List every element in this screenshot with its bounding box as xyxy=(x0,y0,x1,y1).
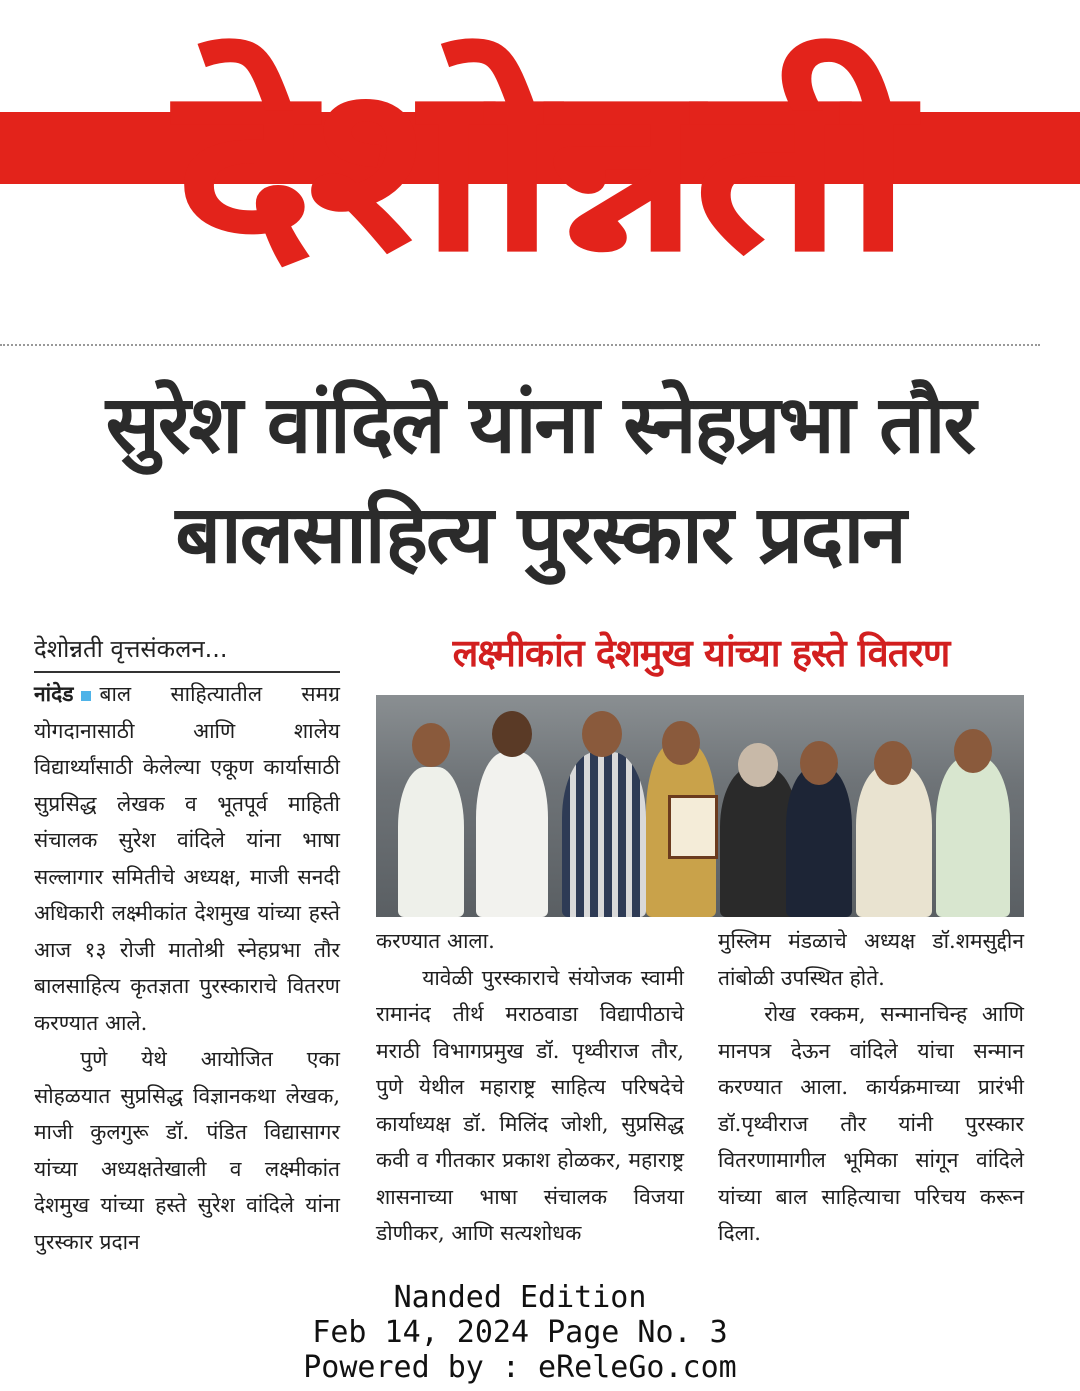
subheadline: लक्ष्मीकांत देशमुख यांच्या हस्ते वितरण xyxy=(452,631,950,675)
photo-person xyxy=(936,757,1010,917)
headline-line-2: बालसाहित्य पुरस्कार प्रदान xyxy=(175,488,905,581)
photo-person xyxy=(398,767,464,917)
newspaper-logo: देशोन्नती xyxy=(174,36,906,303)
footer-powered-by[interactable]: Powered by : eReleGo.com xyxy=(303,1350,737,1385)
article-column-2 xyxy=(376,923,684,1252)
square-bullet-icon xyxy=(81,691,91,701)
masthead xyxy=(0,0,1080,340)
article-paragraph: करण्यात आला. xyxy=(376,929,495,953)
photo-person-head xyxy=(738,743,778,787)
photo-person-head xyxy=(874,741,912,785)
article-text: बाल साहित्यातील समग्र योगदानासाठी आणि शालेय विद्यार्थ्यांसाठी केलेल्या एकूण कार्यासाठी सुप्रसिद्ध लेखक व भूतपूर्व माहिती संचालक सुरेश वांदिले यांना भाषा सल्लागार समितीचे अध्यक्ष, माजी सनदी अधिकारी लक्ष्मीकांत देशमुख यांच्या हस्ते आज १३ रोजी मातोश्री स्नेहप्रभा तौर बालसाहित्य कृतज्ञता पुरस्काराचे वितरण करण्यात आले. xyxy=(34,682,340,1035)
photo-person-head xyxy=(954,729,992,773)
article-paragraph: पुणे येथे आयोजित एका सोहळयात सुप्रसिद्ध विज्ञानकथा लेखक, माजी कुलगुरू डॉ. पंडित विद्यासागर यांच्या अध्यक्षतेखाली व लक्ष्मीकांत देशमुख यांच्या हस्ते सुरेश वांदिले यांना पुरस्कार प्रदान xyxy=(34,1047,340,1254)
footer-edition: Nanded Edition xyxy=(393,1280,647,1315)
photo-person-head xyxy=(492,711,532,757)
divider xyxy=(0,344,1040,348)
dateline: नांदेड xyxy=(34,681,74,706)
photo-person xyxy=(476,752,548,917)
article-paragraph: रोख रक्कम, सन्मानचिन्ह आणि मानपत्र देऊन वांदिले यांचा सन्मान करण्यात आला. कार्यक्रमाच्या प्रारंभी डॉ.पृथ्वीराज तौर यांनी पुरस्कार वितरणामागील भूमिका सांगून वांदिले यांच्या बाल साहित्याचा परिचय करून दिला. xyxy=(718,1002,1024,1245)
photo-person xyxy=(562,752,646,917)
article-paragraph xyxy=(34,676,340,1041)
footer-date-page: Feb 14, 2024 Page No. 3 xyxy=(312,1315,728,1350)
award-ceremony-photo xyxy=(376,695,1024,917)
photo-person-head xyxy=(662,721,700,765)
article-paragraph: यावेळी पुरस्काराचे संयोजक स्वामी रामानंद तीर्थ मराठवाडा विद्यापीठाचे मराठी विभागप्रमुख डॉ. पृथ्वीराज तौर, पुणे येथील महाराष्ट्र साहित्य परिषदेचे कार्याध्यक्ष डॉ. मिलिंद जोशी, सुप्रसिद्ध कवी व गीतकार प्रकाश होळकर, महाराष्ट्र शासनाच्या भाषा संचालक विजया डोणीकर, आणि सत्यशोधक xyxy=(376,965,684,1245)
article-column-1 xyxy=(34,676,340,1260)
byline: देशोन्नती वृत्तसंकलन... xyxy=(34,632,340,673)
certificate-frame xyxy=(668,795,718,859)
photo-person-head xyxy=(412,723,450,767)
photo-person-head xyxy=(800,741,838,785)
photo-person xyxy=(856,765,932,917)
photo-person xyxy=(786,767,852,917)
headline-line-1: सुरेश वांदिले यांना स्नेहप्रभा तौर xyxy=(105,378,975,471)
article-paragraph: मुस्लिम मंडळाचे अध्यक्ष डॉ.शमसुद्दीन तांबोळी उपस्थित होते. xyxy=(718,929,1024,990)
article-column-3 xyxy=(718,923,1024,1252)
photo-person-head xyxy=(582,711,622,757)
